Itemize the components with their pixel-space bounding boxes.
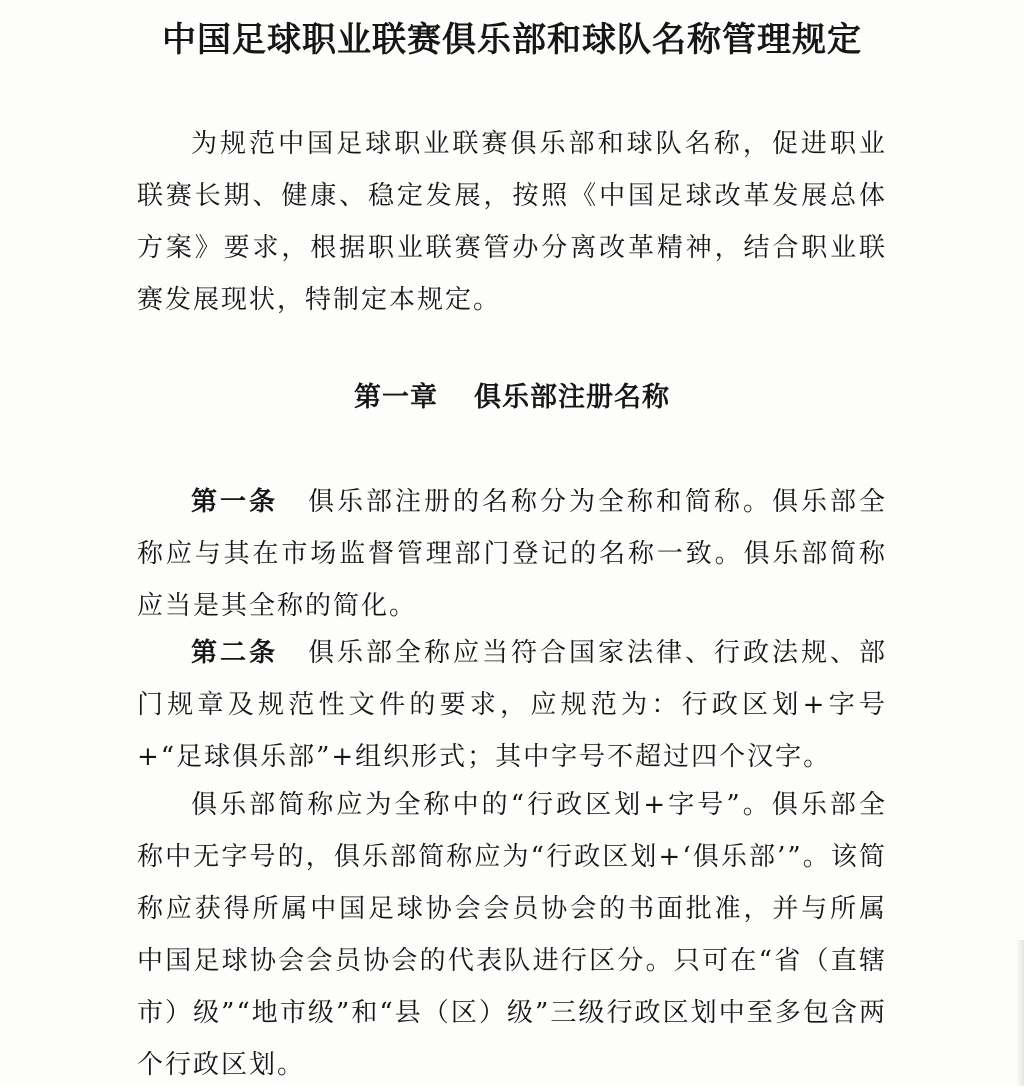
chapter-heading	[0, 376, 1024, 420]
chapter-name: 俱乐部注册名称	[474, 382, 670, 413]
article-1-text: 俱乐部注册的名称分为全称和简称。俱乐部全称应与其在市场监督管理部门登记的名称一致。俱乐部简称应当是其全称的简化。	[137, 487, 887, 621]
intro-paragraph: 为规范中国足球职业联赛俱乐部和球队名称，促进职业联赛长期、健康、稳定发展，按照《中国足球改革发展总体方案》要求，根据职业联赛管办分离改革精神，结合职业联赛发展现状，特制定本规定。	[137, 129, 887, 315]
chapter-number: 第一章	[354, 382, 438, 413]
article-2-label: 第二条	[191, 638, 278, 668]
page-edge-mark	[1016, 940, 1024, 1086]
document-title: 中国足球职业联赛俱乐部和球队名称管理规定	[162, 20, 862, 60]
article-1	[137, 476, 887, 632]
article-2	[137, 627, 887, 783]
article-2-text: 俱乐部全称应当符合国家法律、行政法规、部门规章及规范性文件的要求，应规范为：行政区划+字号+“足球俱乐部”+组织形式；其中字号不超过四个汉字。	[137, 638, 887, 772]
article-1-label: 第一条	[191, 487, 278, 517]
article-2-continuation: 俱乐部简称应为全称中的“行政区划+字号”。俱乐部全称中无字号的，俱乐部简称应为“行政区划+‘俱乐部’”。该简称应获得所属中国足球协会会员协会的书面批准，并与所属中国足球协会会员协会的代表队进行区分。只可在“省（直辖市）级”“地市级”和“县（区）级”三级行政区划中至多包含两个行政区划。	[137, 790, 887, 1080]
